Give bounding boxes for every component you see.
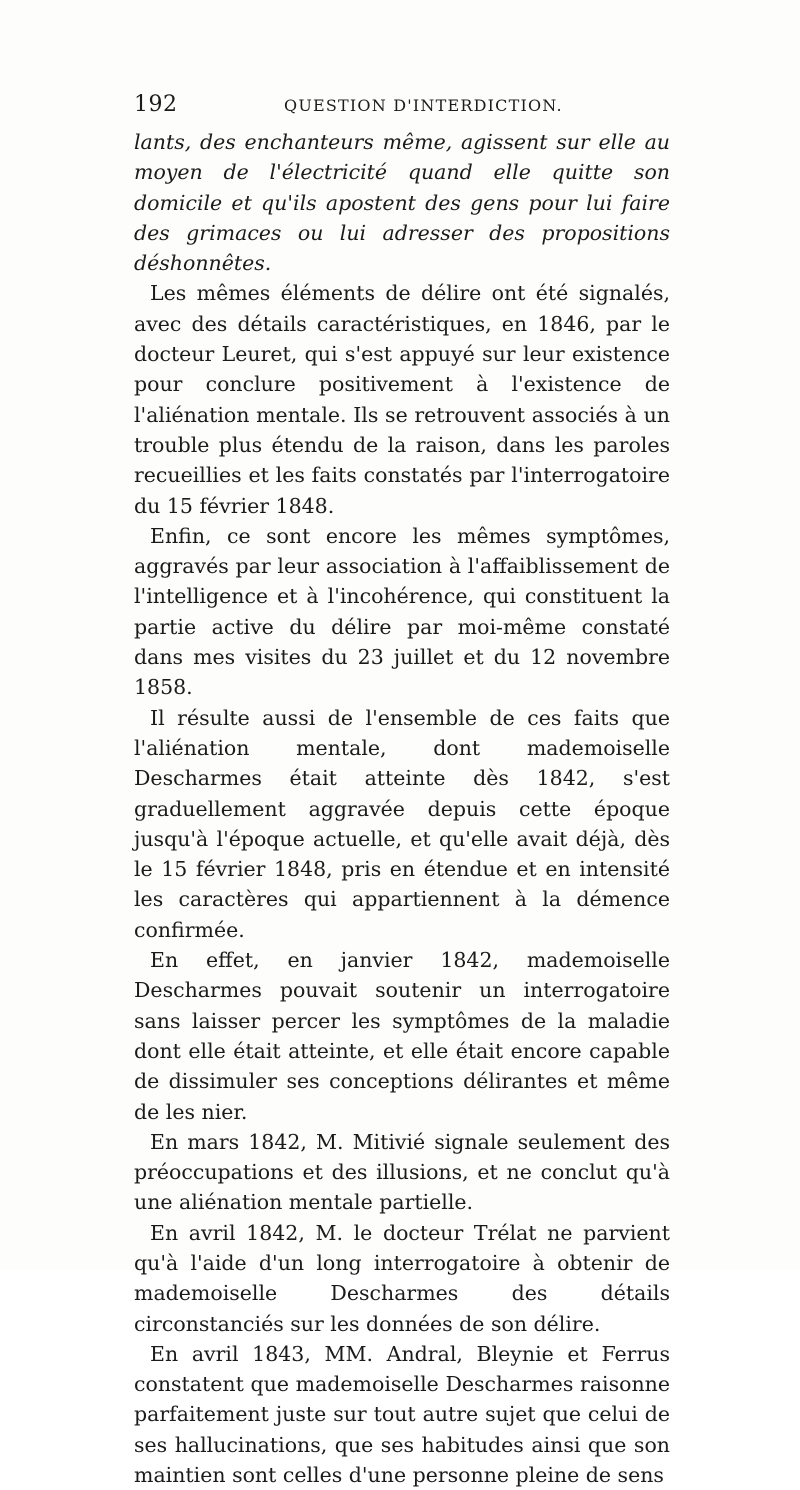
running-title: QUESTION D'INTERDICTION. [284,96,563,115]
paragraph: En mars 1842, M. Mitivié signale seulement des préoccupations et des illusions, et ne conclut qu'à une aliénation mentale partielle. [134,1129,670,1215]
page-number: 192 [134,92,178,117]
paragraph: Enfin, ce sont encore les mêmes symptômes, aggravés par leur association à l'affaiblissement de l'intelligence et à l'incohérence, qui constituent la partie active du délire par moi-même constaté dans mes visites du 23 juillet et du 12 novembre 1858. [134,523,670,700]
body-text [134,127,670,1490]
running-head [134,92,670,122]
paragraph: Les mêmes éléments de délire ont été signalés, avec des détails caractéristiques, en 1846, par le docteur Leuret, qui s'est appuyé sur leur existence pour conclure positivement à l'existence de l'aliénation mentale. Ils se retrouvent associés à un trouble plus étendu de la raison, dans les paroles recueillies et les faits constatés par l'interrogatoire du 15 février 1848. [134,281,670,518]
paragraph: En avril 1842, M. le docteur Trélat ne parvient qu'à l'aide d'un long interrogatoire à obtenir de mademoiselle Descharmes des détails circonstanciés sur les données de son délire. [134,1220,670,1336]
paragraph: Il résulte aussi de l'ensemble de ces faits que l'aliénation mentale, dont mademoiselle Descharmes était atteinte dès 1842, s'est graduellement aggravée depuis cette époque jusqu'à l'époque actuelle, et qu'elle avait déjà, dès le 15 février 1848, pris en étendue et en intensité les caractères qui appartiennent à la démence confirmée. [134,705,670,942]
paragraph: En avril 1843, MM. Andral, Bleynie et Ferrus constatent que mademoiselle Descharmes raisonne parfaitement juste sur tout autre sujet que celui de ses hallucinations, que ses habitudes ainsi que son maintien sont celles d'une personne pleine de sens [134,1341,670,1488]
paragraph: En effet, en janvier 1842, mademoiselle Descharmes pouvait soutenir un interrogatoire sans laisser percer les symptômes de la maladie dont elle était atteinte, et elle était encore capable de dissimuler ses conceptions délirantes et même de les nier. [134,948,670,1124]
paragraph-continued: lants, des enchanteurs même, agissent sur elle au moyen de l'électricité quand elle quitte son domicile et qu'ils apostent des gens pour lui faire des grimaces ou lui adresser des propositions déshonnêtes. [134,130,670,276]
